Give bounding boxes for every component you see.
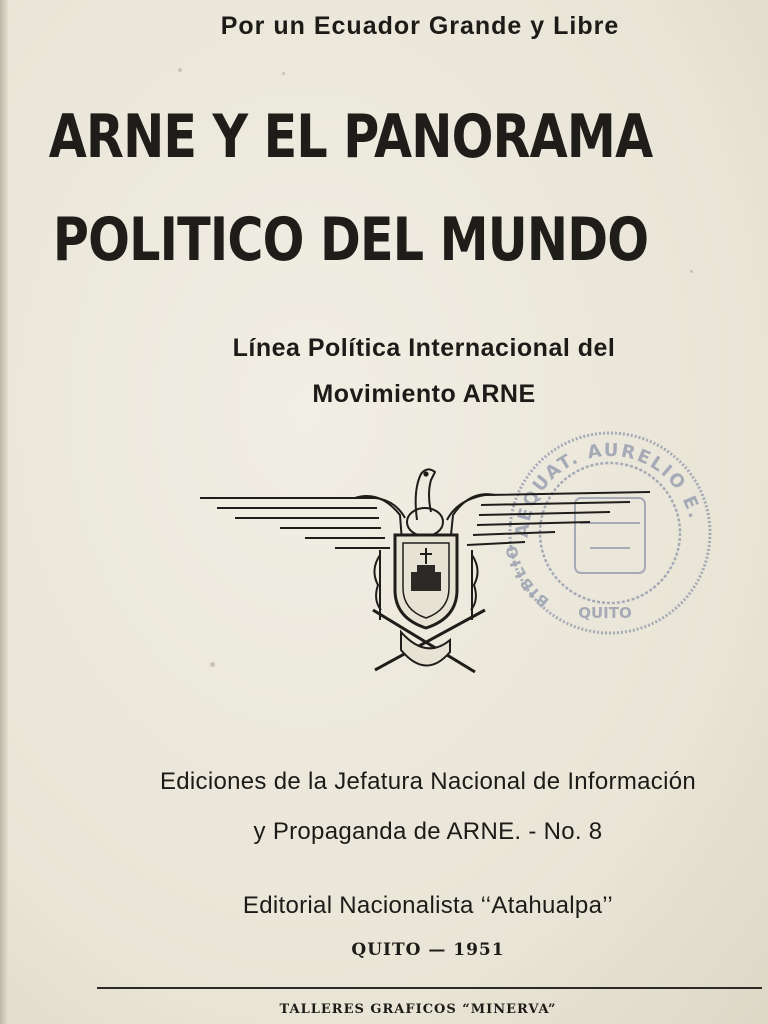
stamp-bottom-text: QUITO	[578, 604, 632, 622]
paper-speck	[282, 72, 285, 75]
cover-title-line-1: ARNE Y EL PANORAMA	[48, 102, 653, 172]
cover-title-line-2: POLITICO DEL MUNDO	[52, 205, 649, 275]
cover-motto: Por un Ecuador Grande y Libre	[220, 12, 620, 40]
place-and-year: QUITO — 1951	[351, 940, 505, 960]
stamp-left-text: BIBLIO	[501, 542, 553, 611]
edition-line-2: y Propaganda de ARNE. - No. 8	[253, 818, 603, 845]
paper-speck	[178, 68, 182, 72]
eagle-shield-emblem-icon	[195, 460, 655, 690]
cover-subtitle-line-1: Línea Política Internacional del	[232, 334, 616, 362]
cover-subtitle-line-2: Movimiento ARNE	[312, 380, 536, 408]
stamp-top-text: AEQUAT. AURELIO E.	[511, 439, 706, 539]
footer-divider	[97, 987, 762, 989]
printer-credit: TALLERES GRAFICOS “MINERVA”	[279, 1002, 557, 1017]
edition-line-1: Ediciones de la Jefatura Nacional de Información	[159, 768, 697, 795]
publisher-name: Editorial Nacionalista ‘‘Atahualpa’’	[242, 892, 614, 919]
